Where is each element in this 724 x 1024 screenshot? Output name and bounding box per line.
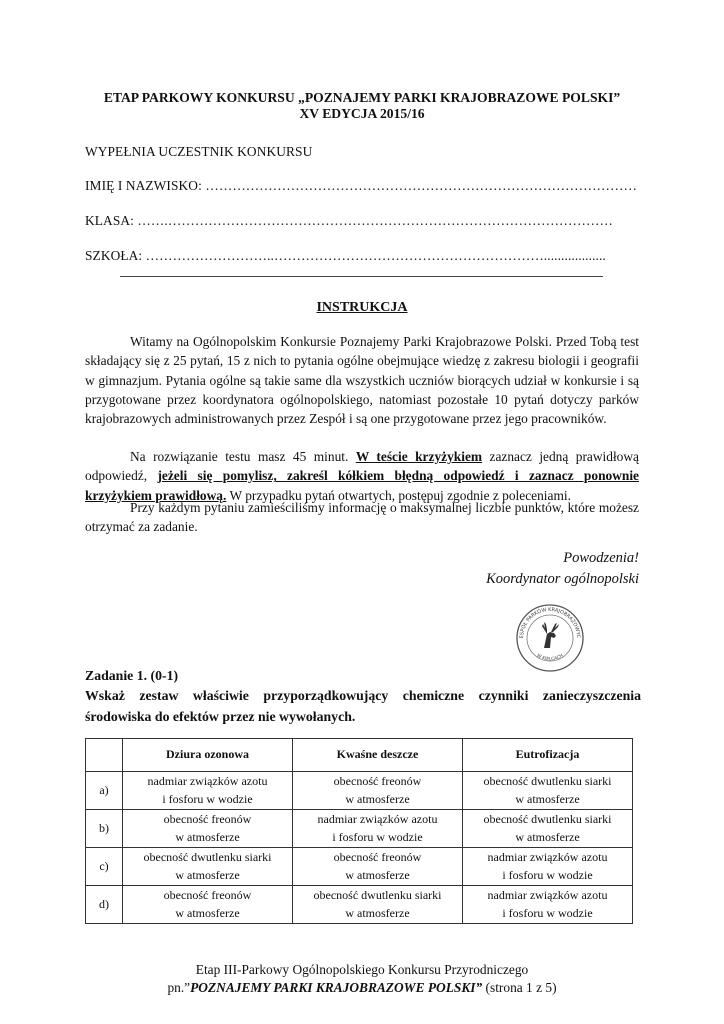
table-cell: [123, 848, 293, 886]
cell-text-line: i fosforu w wodzie: [502, 867, 593, 882]
school-field[interactable]: SZKOŁA: ………………………..……………………………………………………..................: [85, 248, 606, 263]
signature-greeting: Powodzenia!: [563, 550, 639, 566]
cell-text-line: obecność freonów: [333, 850, 422, 864]
cell-text-line: nadmiar związków azotu: [317, 812, 438, 826]
cell-text-line: obecność dwutlenku siarki: [143, 850, 272, 864]
table-cell: [293, 886, 463, 924]
cell-text-line: i fosforu w wodzie: [162, 791, 253, 806]
answer-option-label[interactable]: b): [86, 810, 123, 848]
instructions-paragraph-1: Witamy na Ogólnopolskim Konkursie Poznajemy Parki Krajobrazowe Polski. Przed Tobą test składający się z 25 pytań, 15 z nich to pytania ogólne obejmujące wiedzę z zakresu biologii i geografii w gimnazjum. Pytania ogólne są takie same dla wszystkich uczniów biorących udział w konkursie i są przygotowane przez koordynatora ogólnopolskiego, natomiast pozostałe 10 pytań dotyczy parków krajobrazowych administrowanych przez Zespół i są one przygotowane przez jego pracowników.: [85, 334, 639, 427]
document-title: ETAP PARKOWY KONKURSU „POZNAJEMY PARKI KRAJOBRAZOWE POLSKI”: [103, 90, 621, 105]
column-header: Kwaśne deszcze: [293, 739, 463, 772]
table-row: [86, 772, 633, 810]
svg-text:W KIELCACH: W KIELCACH: [535, 653, 565, 663]
table-row: [86, 848, 633, 886]
cell-text-line: w atmosferze: [345, 791, 410, 806]
cell-text-line: obecność dwutlenku siarki: [483, 812, 612, 826]
deer-icon: [542, 622, 559, 648]
cell-text-line: i fosforu w wodzie: [332, 829, 423, 844]
emphasis-correction: jeżeli się pomylisz, zakreśl kółkiem błędną odpowiedź i zaznacz ponownie krzyżykiem prawidłową.: [85, 468, 639, 503]
participant-heading: WYPEŁNIA UCZESTNIK KONKURSU: [85, 144, 313, 159]
cell-text-line: i fosforu w wodzie: [502, 905, 593, 920]
cell-text-line: nadmiar związków azotu: [147, 774, 268, 788]
task-1-question: Wskaż zestaw właściwie przyporządkowujący chemiczne czynniki zanieczyszczenia środowiska do efektów przez nie wywołanych.: [85, 688, 641, 724]
table-cell: [463, 848, 633, 886]
cell-text-line: nadmiar związków azotu: [487, 850, 608, 864]
table-cell: [463, 810, 633, 848]
cell-text-line: w atmosferze: [515, 791, 580, 806]
cell-text-line: w atmosferze: [175, 867, 240, 882]
answer-option-label[interactable]: c): [86, 848, 123, 886]
table-cell: [293, 810, 463, 848]
task-1-label: Zadanie 1. (0-1): [85, 668, 179, 683]
cell-text-line: obecność freonów: [163, 888, 252, 902]
signature-coordinator: Koordynator ogólnopolski: [486, 571, 639, 587]
class-field[interactable]: KLASA: …….………………………………………………………………………………………: [85, 213, 614, 228]
table-cell: [463, 886, 633, 924]
table-cell: [293, 772, 463, 810]
cell-text-line: w atmosferze: [345, 905, 410, 920]
answer-option-label[interactable]: d): [86, 886, 123, 924]
cell-text-line: obecność freonów: [163, 812, 252, 826]
table-row: [86, 886, 633, 924]
table-cell: [293, 848, 463, 886]
column-header: [86, 739, 123, 772]
cell-text-line: w atmosferze: [515, 829, 580, 844]
park-seal-stamp: [514, 602, 586, 674]
table-cell: [123, 886, 293, 924]
table-row: [86, 810, 633, 848]
instructions-paragraph-3: Przy każdym pytaniu zamieściliśmy informację o maksymalnej liczbie punktów, które możesz otrzymać za zadanie.: [85, 500, 639, 535]
cell-text-line: obecność dwutlenku siarki: [483, 774, 612, 788]
cell-text-line: nadmiar związków azotu: [487, 888, 608, 902]
table-cell: [123, 772, 293, 810]
separator-line: [120, 276, 603, 277]
task-1-answer-table: [85, 738, 633, 924]
cell-text-line: obecność freonów: [333, 774, 422, 788]
answer-option-label[interactable]: a): [86, 772, 123, 810]
cell-text-line: w atmosferze: [175, 829, 240, 844]
table-cell: [123, 810, 293, 848]
cell-text-line: obecność dwutlenku siarki: [313, 888, 442, 902]
column-header: Dziura ozonowa: [123, 739, 293, 772]
table-header-row: [86, 739, 633, 772]
column-header: Eutrofizacja: [463, 739, 633, 772]
svg-text:ZESPÓŁ PARKÓW KRAJOBRAZOWYCH: ESPÓŁ PARKÓW KRAJOBRAZOWYC: [518, 606, 582, 639]
instructions-heading: INSTRUKCJA: [316, 300, 408, 315]
footer-line-1: Etap III-Parkowy Ogólnopolskiego Konkursu Przyrodniczego: [195, 962, 529, 977]
emphasis-cross: W teście krzyżykiem: [355, 449, 483, 464]
footer-contest-title: POZNAJEMY PARKI KRAJOBRAZOWE POLSKI”: [190, 980, 483, 995]
document-subtitle: XV EDYCJA 2015/16: [299, 106, 425, 121]
table-cell: [463, 772, 633, 810]
cell-text-line: w atmosferze: [175, 905, 240, 920]
footer-line-2: pn.”POZNAJEMY PARKI KRAJOBRAZOWE POLSKI” (strona 1 z 5): [167, 980, 557, 995]
instructions-paragraph-2: Na rozwiązanie testu masz 45 minut. W teście krzyżykiem zaznacz jedną prawidłową odpowiedź, jeżeli się pomylisz, zakreśl kółkiem błędną odpowiedź i zaznacz ponownie krzyżykiem prawidłową. W przypadku pytań otwartych, postępuj zgodnie z poleceniami.: [85, 449, 639, 503]
cell-text-line: w atmosferze: [345, 867, 410, 882]
name-field[interactable]: IMIĘ I NAZWISKO: ……………………………………………………………………………………: [85, 178, 638, 193]
